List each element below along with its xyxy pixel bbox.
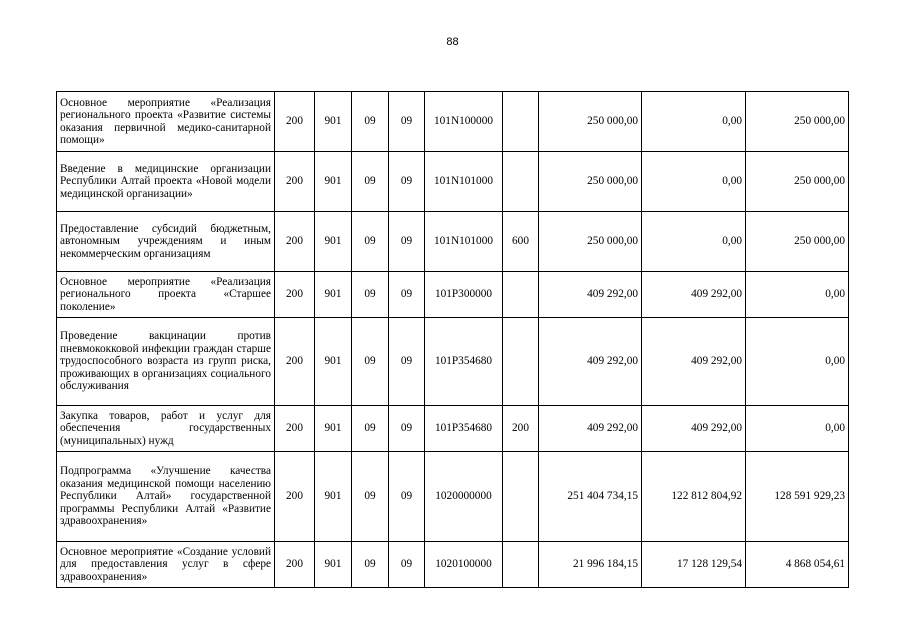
expense-type-cell: 600 (503, 212, 539, 272)
table-row (57, 542, 849, 588)
admin-code-cell: 200 (275, 212, 315, 272)
table-row (57, 318, 849, 406)
row-name-cell: Основное мероприятие «Создание условий для предоставления услуг в сфере здравоохранения» (57, 542, 275, 588)
section-code-cell: 09 (352, 272, 389, 318)
expense-type-cell (503, 272, 539, 318)
expense-type-cell (503, 452, 539, 542)
amount-total-cell: 250 000,00 (539, 212, 642, 272)
amount-col3-cell: 0,00 (746, 318, 849, 406)
row-name-cell: Предоставление субсидий бюджетным, автономным учреждениям и иным некоммерческим организациям (57, 212, 275, 272)
row-name-cell: Закупка товаров, работ и услуг для обеспечения государственных (муниципальных) нужд (57, 406, 275, 452)
section-code-cell: 09 (352, 452, 389, 542)
grbs-code-cell: 901 (315, 92, 352, 152)
amount-total-cell: 250 000,00 (539, 152, 642, 212)
amount-col2-cell: 0,00 (642, 92, 746, 152)
expense-type-cell: 200 (503, 406, 539, 452)
grbs-code-cell: 901 (315, 452, 352, 542)
amount-col3-cell: 0,00 (746, 406, 849, 452)
subsection-code-cell: 09 (389, 272, 425, 318)
amount-col2-cell: 409 292,00 (642, 406, 746, 452)
target-article-cell: 1020000000 (425, 452, 503, 542)
row-name-cell: Введение в медицинские организации Республики Алтай проекта «Новой модели медицинской организации» (57, 152, 275, 212)
amount-col2-cell: 17 128 129,54 (642, 542, 746, 588)
subsection-code-cell: 09 (389, 406, 425, 452)
target-article-cell: 101N100000 (425, 92, 503, 152)
subsection-code-cell: 09 (389, 212, 425, 272)
admin-code-cell: 200 (275, 152, 315, 212)
expense-type-cell (503, 542, 539, 588)
grbs-code-cell: 901 (315, 406, 352, 452)
section-code-cell: 09 (352, 406, 389, 452)
amount-col2-cell: 409 292,00 (642, 272, 746, 318)
admin-code-cell: 200 (275, 272, 315, 318)
grbs-code-cell: 901 (315, 318, 352, 406)
amount-col3-cell: 0,00 (746, 272, 849, 318)
grbs-code-cell: 901 (315, 152, 352, 212)
admin-code-cell: 200 (275, 92, 315, 152)
target-article-cell: 101P354680 (425, 406, 503, 452)
table-row (57, 92, 849, 152)
row-name-cell: Основное мероприятие «Реализация регионального проекта «Старшее поколение» (57, 272, 275, 318)
subsection-code-cell: 09 (389, 452, 425, 542)
budget-table (56, 91, 849, 588)
subsection-code-cell: 09 (389, 318, 425, 406)
section-code-cell: 09 (352, 212, 389, 272)
row-name-cell: Проведение вакцинации против пневмококковой инфекции граждан старше трудоспособного возраста из групп риска, проживающих в организациях социального обслуживания (57, 318, 275, 406)
expense-type-cell (503, 92, 539, 152)
section-code-cell: 09 (352, 542, 389, 588)
admin-code-cell: 200 (275, 318, 315, 406)
amount-total-cell: 251 404 734,15 (539, 452, 642, 542)
amount-total-cell: 250 000,00 (539, 92, 642, 152)
amount-total-cell: 409 292,00 (539, 272, 642, 318)
table-row (57, 152, 849, 212)
amount-total-cell: 409 292,00 (539, 318, 642, 406)
admin-code-cell: 200 (275, 406, 315, 452)
target-article-cell: 101P300000 (425, 272, 503, 318)
amount-col3-cell: 4 868 054,61 (746, 542, 849, 588)
subsection-code-cell: 09 (389, 92, 425, 152)
row-name-cell: Подпрограмма «Улучшение качества оказания медицинской помощи населению Республики Алтай» государственной программы Республики Алтай «Развитие здравоохранения» (57, 452, 275, 542)
row-name-cell: Основное мероприятие «Реализация регионального проекта «Развитие системы оказания первичной медико-санитарной помощи» (57, 92, 275, 152)
target-article-cell: 1020100000 (425, 542, 503, 588)
amount-total-cell: 409 292,00 (539, 406, 642, 452)
admin-code-cell: 200 (275, 542, 315, 588)
amount-col3-cell: 250 000,00 (746, 152, 849, 212)
amount-col2-cell: 0,00 (642, 152, 746, 212)
amount-col3-cell: 128 591 929,23 (746, 452, 849, 542)
table-row (57, 406, 849, 452)
section-code-cell: 09 (352, 318, 389, 406)
table-row (57, 452, 849, 542)
grbs-code-cell: 901 (315, 542, 352, 588)
grbs-code-cell: 901 (315, 212, 352, 272)
section-code-cell: 09 (352, 92, 389, 152)
section-code-cell: 09 (352, 152, 389, 212)
admin-code-cell: 200 (275, 452, 315, 542)
expense-type-cell (503, 152, 539, 212)
grbs-code-cell: 901 (315, 272, 352, 318)
amount-col3-cell: 250 000,00 (746, 212, 849, 272)
subsection-code-cell: 09 (389, 542, 425, 588)
amount-total-cell: 21 996 184,15 (539, 542, 642, 588)
target-article-cell: 101N101000 (425, 212, 503, 272)
target-article-cell: 101P354680 (425, 318, 503, 406)
table-row (57, 212, 849, 272)
subsection-code-cell: 09 (389, 152, 425, 212)
table-row (57, 272, 849, 318)
target-article-cell: 101N101000 (425, 152, 503, 212)
amount-col2-cell: 0,00 (642, 212, 746, 272)
page-number: 88 (446, 36, 459, 48)
amount-col2-cell: 409 292,00 (642, 318, 746, 406)
amount-col3-cell: 250 000,00 (746, 92, 849, 152)
amount-col2-cell: 122 812 804,92 (642, 452, 746, 542)
expense-type-cell (503, 318, 539, 406)
